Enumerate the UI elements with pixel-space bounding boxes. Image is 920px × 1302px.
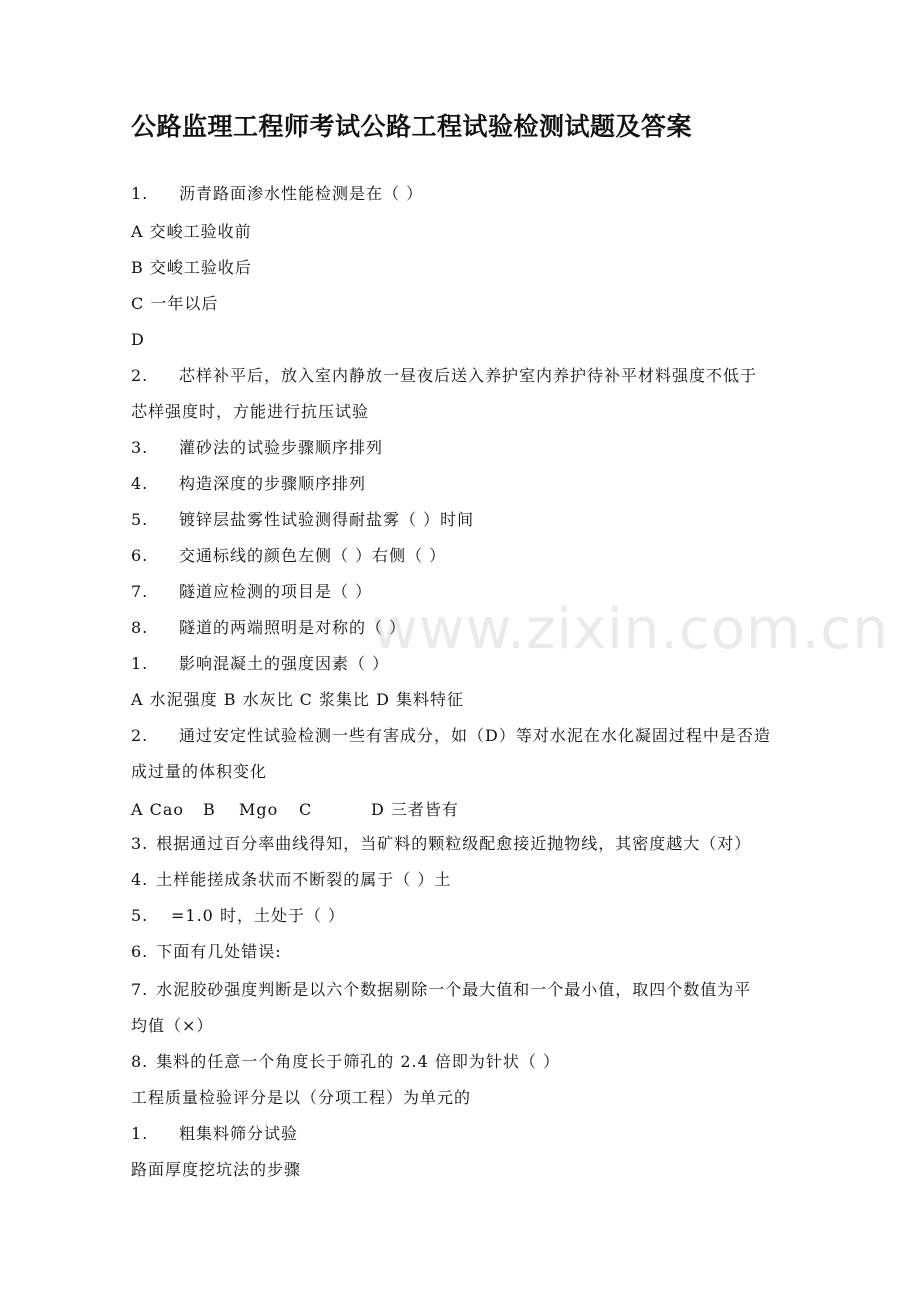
option-text: D <box>131 330 145 349</box>
question-b5-stem <box>131 906 345 926</box>
question-b3-stem <box>131 834 751 854</box>
question-text: 隧道的两端照明是对称的（ ） <box>179 618 407 637</box>
question-b1-options <box>131 690 464 710</box>
option-mgo: Mgo <box>239 800 279 819</box>
question-b7-continued <box>131 1016 213 1036</box>
question-number: 6. <box>131 942 149 961</box>
question-b4-stem <box>131 870 451 890</box>
question-text: 集料的任意一个角度长于筛孔的 2.4 倍即为针状（ ） <box>156 1052 560 1071</box>
question-4-stem <box>131 474 366 494</box>
question-text: 芯样补平后，放入室内静放一昼夜后送入养护室内养护待补平材料强度不低于 <box>179 366 758 385</box>
question-5-stem <box>131 510 474 530</box>
question-1-stem <box>131 184 423 204</box>
question-7-stem <box>131 582 372 602</box>
watermark: www.zixin.com.cn <box>372 597 889 662</box>
option-d <box>131 330 145 350</box>
question-number: 7. <box>131 582 149 601</box>
question-b1-stem <box>131 654 389 674</box>
question-number: 2. <box>131 366 149 385</box>
question-b7-stem <box>131 980 751 1000</box>
question-text: 交通标线的颜色左侧（ ）右侧（ ） <box>179 546 447 565</box>
option-d: D 三者皆有 <box>371 800 459 819</box>
question-text: 构造深度的步骤顺序排列 <box>179 474 367 493</box>
question-b2-continued <box>131 762 267 782</box>
question-8-stem <box>131 618 406 638</box>
option-text: B 交峻工验收后 <box>131 258 252 277</box>
question-b2-options <box>131 800 459 820</box>
question-6-stem <box>131 546 446 566</box>
question-text: 灌砂法的试验步骤顺序排列 <box>179 438 384 457</box>
question-number: 8. <box>131 618 149 637</box>
option-text: C 一年以后 <box>131 294 219 313</box>
question-number: 2. <box>131 726 149 745</box>
question-text: 通过安定性试验检测一些有害成分，如（D）等对水泥在水化凝固过程中是否造 <box>179 726 771 745</box>
question-number: 1. <box>131 184 149 203</box>
question-text: =1.0 时，土处于（ ） <box>171 906 346 925</box>
option-a: A Cao <box>131 800 185 819</box>
question-text: 下面有几处错误: <box>156 942 282 961</box>
question-b8-stem <box>131 1052 560 1072</box>
question-3-stem <box>131 438 383 458</box>
option-b <box>131 258 252 278</box>
question-2-continued <box>131 402 369 422</box>
question-number: 8. <box>131 1052 149 1071</box>
question-text: 粗集料筛分试验 <box>179 1124 299 1143</box>
question-text: 土样能搓成条状而不断裂的属于（ ）土 <box>156 870 452 889</box>
question-b6-stem <box>131 942 282 962</box>
option-c <box>131 294 218 314</box>
question-number: 1. <box>131 654 149 673</box>
question-text: 芯样强度时，方能进行抗压试验 <box>131 402 370 421</box>
option-b: B <box>203 800 216 819</box>
question-number: 5. <box>131 906 149 925</box>
question-text: 隧道应检测的项目是（ ） <box>179 582 373 601</box>
question-text: 水泥胶砂强度判断是以六个数据剔除一个最大值和一个最小值，取四个数值为平 <box>156 980 752 999</box>
question-2-stem <box>131 366 757 386</box>
question-number: 4. <box>131 474 149 493</box>
question-b2-stem <box>131 726 771 746</box>
question-text: 均值（×） <box>131 1016 214 1035</box>
question-c1-stem <box>131 1124 298 1144</box>
question-number: 1. <box>131 1124 149 1143</box>
document-title: 公路监理工程师考试公路工程试验检测试题及答案 <box>131 112 693 141</box>
question-text: 成过量的体积变化 <box>131 762 268 781</box>
question-number: 3. <box>131 834 149 853</box>
statement-line <box>131 1088 471 1108</box>
question-text: 镀锌层盐雾性试验测得耐盐雾（ ）时间 <box>179 510 475 529</box>
question-number: 5. <box>131 510 149 529</box>
question-number: 6. <box>131 546 149 565</box>
option-text: A 水泥强度 B 水灰比 C 浆集比 D 集料特征 <box>131 690 464 709</box>
question-number: 7. <box>131 980 149 999</box>
statement-text: 路面厚度挖坑法的步骤 <box>131 1160 302 1179</box>
option-a <box>131 222 252 242</box>
question-number: 4. <box>131 870 149 889</box>
statement-line <box>131 1160 301 1180</box>
question-number: 3. <box>131 438 149 457</box>
question-text: 根据通过百分率曲线得知，当矿料的颗粒级配愈接近抛物线，其密度越大（对） <box>156 834 752 853</box>
question-text: 影响混凝土的强度因素（ ） <box>179 654 390 673</box>
option-c: C <box>299 800 313 819</box>
statement-text: 工程质量检验评分是以（分项工程）为单元的 <box>131 1088 472 1107</box>
question-text: 沥青路面渗水性能检测是在（ ） <box>179 184 424 203</box>
option-text: A 交峻工验收前 <box>131 222 252 241</box>
